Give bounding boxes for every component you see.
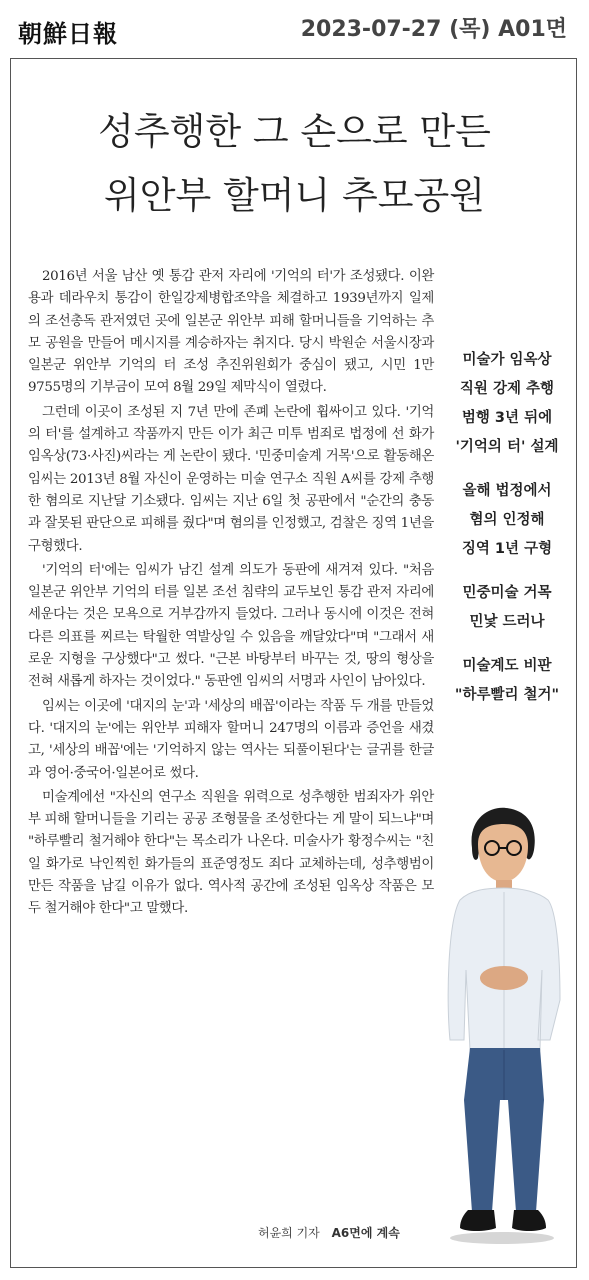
subhead-line: 징역 1년 구형 [461,541,553,557]
subhead-line: "하루빨리 철거" [454,687,560,703]
photo-shadow [450,1232,554,1244]
subhead-group-2 [440,477,574,564]
dateline: 2023-07-27 (목) A01면 [300,17,567,42]
subhead-group-3 [440,579,574,637]
subhead-line: 미술가 임옥상 [462,352,552,368]
paragraph-5: 미술계에선 "자신의 연구소 직원을 위력으로 성추행한 범죄자가 위안부 피해 할머니들을 기리는 공공 조형물을 조성한다는 게 말이 되느냐"며 "하루빨리 철거해야 한다"는 목소리가 나온다. 미술사가 황정수씨는 "친일 화가로 낙인찍힌 화가들의 표준영정도 죄다 교체하는데, 성추행범이 만든 작품을 남길 이유가 없다. 역사적 공간에 조성된 임옥상 작품은 모두 철거해야 한다"고 말했다. [28,789,434,917]
article-body [28,266,434,923]
reporter-name: 허윤희 기자 [258,1226,320,1240]
subhead-line: '기억의 터' 설계 [455,439,559,455]
hands [480,966,528,990]
paragraph-2: 그런데 이곳이 조성된 지 7년 만에 존폐 논란에 휩싸이고 있다. '기억의 터'를 설계하고 작품까지 만든 이가 최근 미투 범죄로 법정에 선 화가 임옥상(73·사진)씨라는 게 논란이 됐다. '민중미술계 거목'으로 활동해온 임씨는 2013년 8월 자신이 운영하는 미술 연구소 직원 A씨를 강제 추행한 혐의로 지난달 기소됐다. 임씨는 지난 6일 첫 공판에서 "순간의 충동과 잘못된 판단으로 피해를 줬다"며 혐의를 인정했고, 검찰은 징역 1년을 구형했다. [28,404,434,554]
left-shoe [460,1210,496,1231]
newspaper-logo: 朝鮮日報 [18,19,118,48]
portrait-photo [420,800,580,1250]
continued-notice: A6면에 계속 [331,1226,400,1240]
headline-line-2: 위안부 할머니 추모공원 [104,174,485,217]
paragraph-3: '기억의 터'에는 임씨가 남긴 설계 의도가 동판에 새겨져 있다. "처음 일본군 위안부 기억의 터를 일본 조선 침략의 교두보인 통감 관저 자리에 세운다는 것은 모욕으로 거부감까지 들었다. 그러나 동시에 이것은 전혀 다른 의표를 찌르는 탁월한 역발상일 수 있음을 깨달았다"며 "그래서 새로운 지형을 구상했다"고 썼다. "근본 바탕부터 바꾸는 것, 땅의 형상을 전혀 새롭게 하자는 것이었다." 동판엔 임씨의 서명과 사인이 남아있다. [28,562,434,690]
paragraph-4: 임씨는 이곳에 '대지의 눈'과 '세상의 배꼽'이라는 작품 두 개를 만들었다. '대지의 눈'에는 위안부 피해자 할머니 247명의 이름과 증언을 새겼고, '세상의 배꼽'에는 '기억하지 않는 역사는 되풀이된다'는 글귀를 한글과 영어·중국어·일본어로 썼다. [28,698,434,781]
subhead-line: 민낯 드러나 [469,614,545,630]
subheads [440,346,574,725]
subhead-line: 직원 강제 추행 [459,381,555,397]
headline-line-1: 성추행한 그 손으로 만든 [98,110,491,153]
subhead-line: 미술계도 비판 [462,658,552,674]
byline [258,1224,400,1241]
masthead [0,0,589,58]
subhead-line: 범행 3년 뒤에 [461,410,553,426]
subhead-group-4 [440,652,574,710]
subhead-line: 혐의 인정해 [469,512,545,528]
headline [0,100,589,228]
subhead-group-1 [440,346,574,462]
right-shoe [512,1210,546,1231]
face [478,824,528,882]
paragraph-1: 2016년 서울 남산 옛 통감 관저 자리에 '기억의 터'가 조성됐다. 이완용과 데라우치 통감이 한일강제병합조약을 체결하고 1939년까지 일제의 조선총독 관저였던 곳에 일본군 위안부 피해 할머니들을 기억하는 추모 공원을 만들어 메시지를 계승하자는 취지다. 당시 박원순 서울시장과 일본군 위안부 기억의 터 조성 추진위원회가 중심이 됐고, 시민 1만9755명의 기부금이 모여 8월 29일 제막식이 열렸다. [28,269,434,396]
subhead-line: 민중미술 거목 [462,585,552,601]
subhead-line: 올해 법정에서 [462,483,552,499]
